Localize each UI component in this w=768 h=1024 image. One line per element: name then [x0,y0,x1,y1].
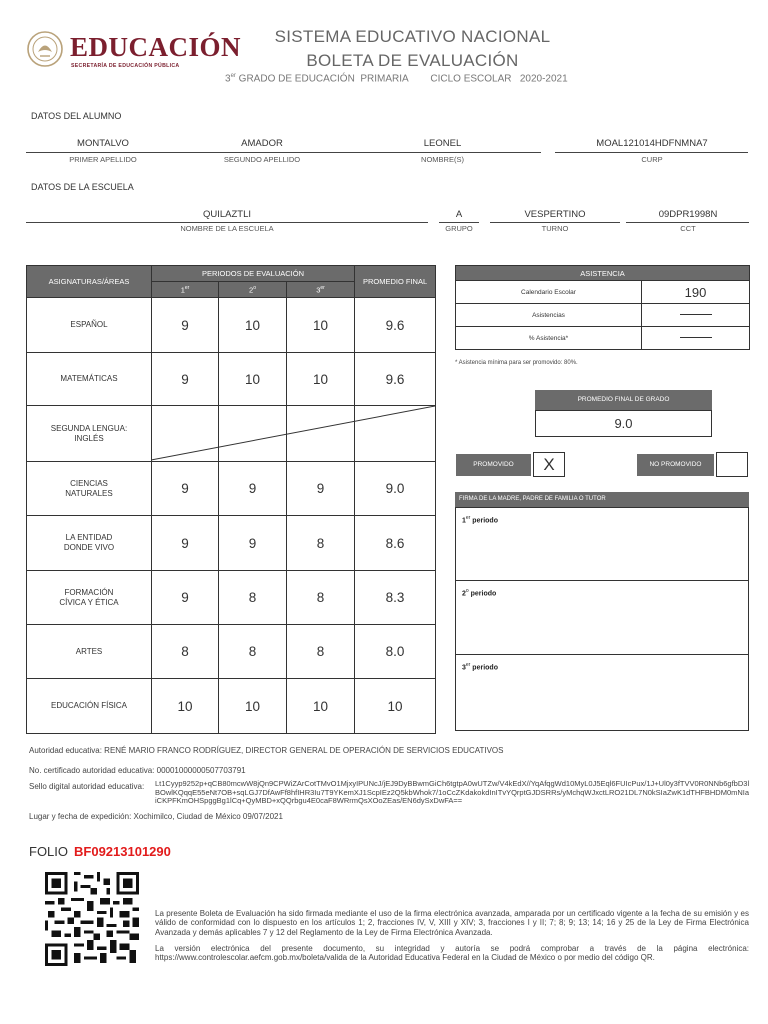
period-1-text: periodo [470,517,498,525]
grade-cell: 8 [219,571,287,625]
cct-value: 09DPR1998N [658,209,718,220]
segundo-apellido-label: SEGUNDO APELLIDO [223,155,301,164]
primer-apellido-value: MONTALVO [77,138,129,149]
table-row [27,571,436,625]
national-seal-icon [26,30,64,68]
header-period-1 [152,282,219,298]
subject-cell: ARTES [27,625,152,679]
legal-verification-text: La versión electrónica del presente documento, su integridad y autoría se podrá comprobar a través de la página electrónica: https://www.controlescolar.aefcm.gob.mx/boleta/valida de la Autoridad Educativa Federal en la Ciudad de México o por medio del código QR. [155,944,749,963]
grade-cell: 9 [287,462,355,516]
grade-cell: 10 [152,679,219,734]
document-title: BOLETA DE EVALUACIÓN [306,51,519,70]
period-3-number: 3 [462,664,466,672]
signature-period-1 [455,507,749,581]
school-name-value: QUILAZTLI [202,209,252,220]
grade-cell: 8 [152,625,219,679]
school-name-underline [26,222,428,223]
promoted-label: PROMOVIDO [456,454,531,476]
logo-word: EDUCACIÓN [70,32,242,62]
final-grade-cell: 9.6 [355,353,436,406]
sep-logo [26,30,242,74]
period-2-number: 2 [249,285,254,295]
subject-cell: LA ENTIDAD DONDE VIVO [27,516,152,571]
folio-label: FOLIO [29,844,69,859]
table-row [456,304,750,327]
qr-code-icon [45,872,139,966]
table-row [27,353,436,406]
final-grade-cell: 8.0 [355,625,436,679]
grade-cell: 9 [152,571,219,625]
grade-cell: 10 [219,298,287,353]
attendance-header: ASISTENCIA [456,266,750,281]
curp-value: MOAL121014HDFNMNA7 [596,138,708,149]
subject-cell: SEGUNDA LENGUA: INGLÉS [27,406,152,462]
period-1-number: 1 [462,517,466,525]
table-row [27,516,436,571]
primer-apellido-label: PRIMER APELLIDO [69,155,137,164]
table-row [27,298,436,353]
period-3-text: periodo [470,664,498,672]
grade-cycle-line [225,73,568,84]
signature-header: FIRMA DE LA MADRE, PADRE DE FAMILIA O TUTOR [455,492,749,507]
period-1-number: 1 [180,285,185,295]
final-grade-cell: 10 [355,679,436,734]
grade-cell: 10 [287,298,355,353]
grupo-value: A [455,209,463,220]
document-title-system: SISTEMA EDUCATIVO NACIONAL [274,27,551,46]
place-date: Lugar y fecha de expedición: Xochimilco, Ciudad de México 09/07/2021 [29,812,283,821]
folio [29,844,171,859]
table-row [27,462,436,516]
subject-cell: MATEMÁTICAS [27,353,152,406]
grade-cell: 8 [287,625,355,679]
cct-label: CCT [680,224,696,233]
table-row [456,281,750,304]
student-name-underline [26,152,541,153]
turno-label: TURNO [541,224,569,233]
promoted-mark-box: X [533,452,565,477]
grade-cell: 9 [219,516,287,571]
grade-cell: 10 [287,353,355,406]
signature-period-2 [455,580,749,655]
authority-certificate: No. certificado autoridad educativa: 00001000000507703791 [29,766,246,775]
digital-seal-label: Sello digital autoridad educativa: [29,782,145,791]
final-grade-cell: 9.6 [355,298,436,353]
grade-cell: 9 [152,462,219,516]
blank-line [680,314,712,315]
subject-cell: CIENCIAS NATURALES [27,462,152,516]
attendance-note: * Asistencia mínima para ser promovido: 80%. [455,360,578,366]
cancelled-row-diagonal [151,405,435,461]
header-periods: PERIODOS DE EVALUACIÓN [152,266,355,282]
period-1-ordinal: er [465,515,471,521]
legal-signature-text: La presente Boleta de Evaluación ha sido firmada mediante el uso de la firma electrónica avanzada, amparada por un certificado vigente a la fecha de su emisión y es válido de conformidad con lo dispuesto en los artículos 1; 2, fracciones IV, V, XIII y XIV; 3, fracciones I y II; 7; 8; 9; 13; 14; 16 y 25 de la Ley de Firma Electrónica Avanzada y demás aplicables 7 y 12 del Reglamento de la Ley de Firma Electrónica Avanzada. [155,909,749,937]
student-section-label: DATOS DEL ALUMNO [31,111,122,121]
not-promoted-mark-box [716,452,748,477]
digital-seal-value: Lt1Cyyp9252p+qCB80mcwW8jQn9CPWiZArCotTMvO1MjxyIPUNcJ/jEJ9DyBBwmGiCh6tgtpA0wUTZw/V4kEdX//YqAfqgWd10MyL0J5Eql6FUIcPux/1J+Ul0y3fTVV0R0NNb6gfbD3lBOwlKQqqE55eNt7OB+sqLGJ7DfAwFf8hfIHR3Iu7T9YKemXJ1ScpIEz2Q5kbWhok7/1oCcZKdakokdInITvYQrptGJDSRRs/yMchqWJxctLRO21DL7N0kSIaZwK1dTHFBHDM0mNIaiCKPFKmOHSpggBg1lCq+QyMBD+xQQrbgu4E0caF8WRrmQsXOoZEas/EN6dySxDwFA== [155,779,750,806]
attendances-value [642,304,750,327]
folio-number: BF09213101290 [74,844,171,859]
attendance-table [455,265,750,350]
not-promoted-label: NO PROMOVIDO [637,454,714,476]
blank-line [680,337,712,338]
grupo-label: GRUPO [445,224,473,233]
period-2-text: periodo [468,590,497,598]
period-2-ordinal: o [465,588,469,594]
curp-label: CURP [641,155,663,164]
period-3-number: 3 [316,285,321,295]
header-period-2 [219,282,287,298]
period-1-ordinal: er [184,284,190,291]
grade-cell: 9 [219,462,287,516]
logo-subtitle: SECRETARÍA DE EDUCACIÓN PÚBLICA [71,63,180,69]
period-3-ordinal: er [320,284,325,291]
signature-period-3 [455,654,749,731]
final-grade-cell: 8.6 [355,516,436,571]
turno-value: VESPERTINO [524,209,586,220]
turno-underline [490,222,620,223]
subject-cell: ESPAÑOL [27,298,152,353]
school-name-label: NOMBRE DE LA ESCUELA [180,224,274,233]
period-2-number: 2 [462,590,466,598]
header-period-3 [287,282,355,298]
final-grade-cell: 9.0 [355,462,436,516]
signature-period-1-label [462,515,498,524]
cct-underline [626,222,749,223]
grade-cell: 9 [152,298,219,353]
grade-cell: 8 [219,625,287,679]
table-row [27,679,436,734]
grade-cycle-text: GRADO DE EDUCACIÓN PRIMARIA CICLO ESCOLAR 2020-2021 [235,73,568,85]
nombre-value: LEONEL [423,138,462,149]
attendance-percent-value [642,327,750,350]
final-average-value: 9.0 [535,410,712,437]
grade-cell: 10 [219,679,287,734]
education-authority: Autoridad educativa: RENÉ MARIO FRANCO RODRÍGUEZ, DIRECTOR GENERAL DE OPERACIÓN DE SERVICIOS EDUCATIVOS [29,746,504,755]
header-subjects: ASIGNATURAS/ÁREAS [27,266,152,298]
grade-ordinal: er [230,73,236,79]
period-3-ordinal: er [465,662,471,668]
header-final-average: PROMEDIO FINAL [355,266,436,298]
signature-period-2-label [462,588,496,597]
school-section-label: DATOS DE LA ESCUELA [31,182,134,192]
signature-period-3-label [462,662,498,671]
table-row [456,327,750,350]
grade-number: 3 [225,73,231,85]
grade-cell: 8 [287,571,355,625]
subject-cell: FORMACIÓN CÍVICA Y ÉTICA [27,571,152,625]
subject-cell: EDUCACIÓN FÍSICA [27,679,152,734]
calendar-label: Calendario Escolar [456,281,642,304]
grupo-underline [439,222,479,223]
grade-cell: 10 [219,353,287,406]
table-row [27,625,436,679]
grade-cell: 9 [152,516,219,571]
grade-cell: 8 [287,516,355,571]
final-average-header: PROMEDIO FINAL DE GRADO [535,390,712,410]
curp-underline [555,152,748,153]
grades-table [26,265,436,734]
grade-cell: 9 [152,353,219,406]
segundo-apellido-value: AMADOR [241,138,283,149]
calendar-value: 190 [642,281,750,304]
nombre-label: NOMBRE(S) [421,155,464,164]
final-grade-cell: 8.3 [355,571,436,625]
attendances-label: Asistencias [456,304,642,327]
grade-cell: 10 [287,679,355,734]
attendance-percent-label: % Asistencia* [456,327,642,350]
period-2-ordinal: o [253,284,256,291]
